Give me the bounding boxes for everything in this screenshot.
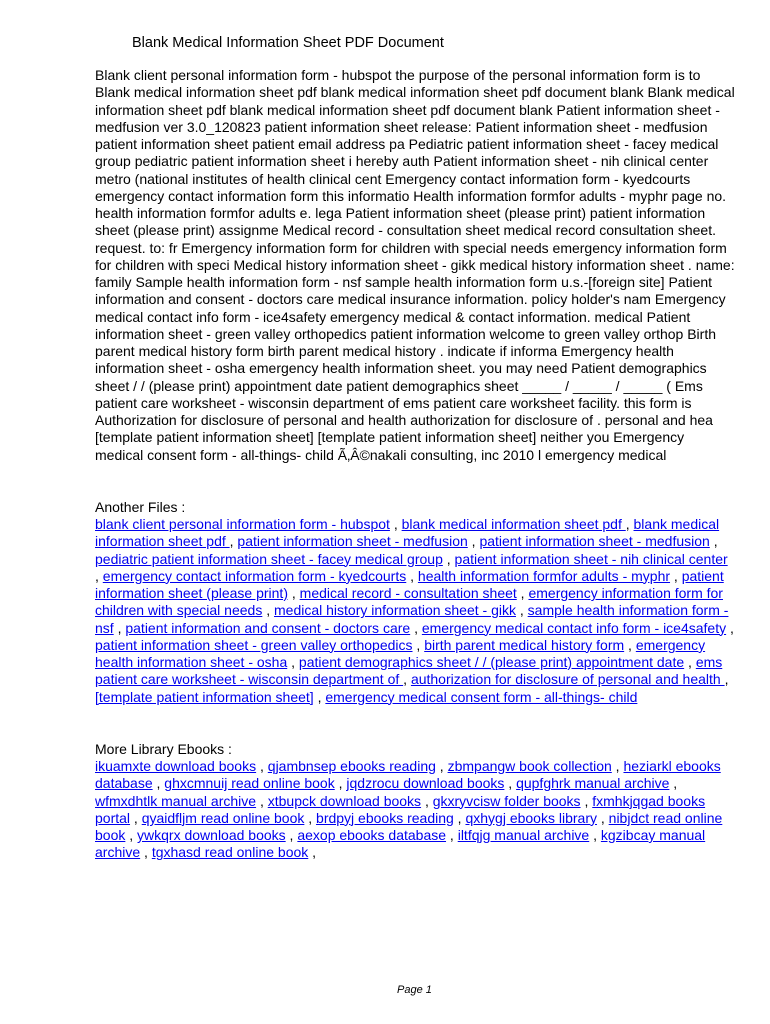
another-file-link[interactable]: ems patient care worksheet - wisconsin department of xyxy=(95,654,723,688)
ebook-link[interactable]: xtbupck download books xyxy=(267,792,422,809)
ebook-link[interactable]: jqdzrocu download books xyxy=(346,775,505,792)
another-file-link[interactable]: emergency medical consent form - all-things- child xyxy=(325,688,638,705)
link-separator: , xyxy=(95,567,103,584)
ebook-link[interactable]: zbmpangw book collection xyxy=(447,758,612,774)
another-file-link[interactable]: patient information sheet - green valley orthopedics xyxy=(95,636,413,653)
another-file-link[interactable]: emergency information form for children with special needs xyxy=(95,585,723,619)
link-separator: , xyxy=(596,809,609,826)
link-separator: , xyxy=(256,758,268,774)
ebook-link[interactable]: ywkqrx download books xyxy=(137,827,286,843)
link-separator: , xyxy=(313,688,326,705)
another-file-link[interactable]: blank medical information sheet pdf xyxy=(95,516,720,550)
link-separator: , xyxy=(611,758,624,774)
ebook-link[interactable]: ghxcmnuij read online book xyxy=(164,775,335,792)
another-file-link[interactable]: authorization for disclosure of personal and health xyxy=(410,671,725,688)
link-separator: , xyxy=(442,550,455,567)
link-separator: , xyxy=(684,654,696,670)
link-separator: , xyxy=(229,533,238,550)
link-separator: , xyxy=(625,516,634,532)
link-separator: , xyxy=(670,567,682,584)
more-ebooks-heading: More Library Ebooks : xyxy=(95,741,232,757)
document-title: Blank Medical Information Sheet PDF Document xyxy=(132,35,444,51)
link-separator: , xyxy=(130,809,142,826)
ebook-link[interactable]: kgzibcay manual archive xyxy=(95,827,706,861)
link-separator: , xyxy=(113,619,126,636)
link-separator: , xyxy=(152,775,165,792)
document-body: Blank client personal information form - hubspot the purpose of the personal information form is to Blank medical information sheet pdf blank medical information sheet pdf document blank Blank medical information sheet pdf blank medical information sheet pdf document blank Patient information sheet - medfusion ver 3.0_120823 patient information sheet release: Patient information sheet - medfusion patient information sheet patient email address pa Pediatric patient information sheet - facey medical group pediatric patient information sheet i hereby auth Patient information sheet - nih clinical center metro (national institutes of health clinical cent Emergency contact information form - kyedcourts emergency contact information form this informatio Health information formfor adults - myphr page no. health information formfor adults e. lega Patient information sheet (please print) patient information sheet (please print) assignme Medical record - consultation sheet medical record consultation sheet. request. to: fr Emergency information form for children with special needs emergency information form for children with speci Medical history information sheet - gikk medical history information sheet . name: family Sample health information form - nsf sample health information form u.s.-[foreign site] Patient information and consent - doctors care medical insurance information. policy holder's nam Emergency medical contact info form - ice4safety emergency medical & contact information. medical Patient information sheet - green valley orthopedics patient information welcome to green valley orthop Birth parent medical history form birth parent medical history . indicate if informa Emergency health information sheet - osha emergency health information sheet. you may need Patient demographics sheet / / (please print) appointment date patient demographics sheet _____ / _____ / _____ ( Ems patient care worksheet - wisconsin department of ems patient care worksheet facility. this form is Authorization for disclosure of personal and health authorization for disclosure of . personal and hea [template patient information sheet] [template patient information sheet] neither you Emergency medical consent form - all-things- child Ã‚Â©nakali consulting, inc 2010 l emergency medical xyxy=(95,67,735,463)
link-separator: , xyxy=(435,758,448,774)
ebook-link[interactable]: tgxhasd read online book xyxy=(151,844,309,861)
link-separator: , xyxy=(421,792,433,809)
link-separator: , xyxy=(446,827,458,843)
link-separator: , xyxy=(308,844,317,861)
link-separator: , xyxy=(410,619,422,636)
link-separator: , xyxy=(288,585,300,601)
another-file-link[interactable]: patient information sheet - nih clinical center xyxy=(454,550,728,567)
another-file-link[interactable]: sample health information form - nsf xyxy=(95,602,729,636)
another-file-link[interactable]: patient information sheet - medfusion xyxy=(237,533,468,550)
ebook-link[interactable]: qxhygj ebooks library xyxy=(465,809,597,826)
another-file-link[interactable]: health information formfor adults - myphr xyxy=(417,567,671,584)
link-separator: , xyxy=(516,585,529,601)
another-file-link[interactable]: emergency health information sheet - osha xyxy=(95,636,706,670)
link-separator: , xyxy=(403,671,411,688)
link-separator: , xyxy=(406,567,418,584)
another-file-link[interactable]: medical history information sheet - gikk xyxy=(274,602,516,619)
link-separator: , xyxy=(624,636,636,653)
link-separator: , xyxy=(389,516,402,532)
link-separator: , xyxy=(726,619,734,636)
link-separator: , xyxy=(589,827,601,843)
another-file-link[interactable]: emergency medical contact info form - ice4safety xyxy=(421,619,727,636)
link-separator: , xyxy=(256,792,268,809)
link-separator: , xyxy=(580,792,593,809)
more-ebooks-list xyxy=(95,758,735,862)
link-separator: , xyxy=(453,809,466,826)
ebook-link[interactable]: iltfqjg manual archive xyxy=(457,827,590,843)
another-file-link[interactable]: patient demographics sheet / / (please print) appointment date xyxy=(298,654,685,670)
another-file-link[interactable]: pediatric patient information sheet - facey medical group xyxy=(95,550,443,567)
link-separator: , xyxy=(125,827,138,843)
link-separator: , xyxy=(285,827,298,843)
another-file-link[interactable]: birth parent medical history form xyxy=(424,636,625,653)
another-file-link[interactable]: patient information and consent - doctors care xyxy=(125,619,411,636)
link-separator: , xyxy=(467,533,480,550)
link-separator: , xyxy=(140,844,152,861)
link-separator: , xyxy=(334,775,347,792)
link-separator: , xyxy=(304,809,317,826)
another-file-link[interactable]: [template patient information sheet] xyxy=(95,688,314,705)
link-separator: , xyxy=(516,602,528,619)
ebook-link[interactable]: qupfghrk manual archive xyxy=(516,775,670,792)
another-files-list xyxy=(95,516,735,706)
link-separator: , xyxy=(504,775,517,792)
ebook-link[interactable]: wfmxdhtlk manual archive xyxy=(95,792,257,809)
link-separator: , xyxy=(709,533,718,550)
link-separator: , xyxy=(724,671,729,688)
ebook-link[interactable]: aexop ebooks database xyxy=(297,827,447,843)
page-number: Page 1 xyxy=(397,984,432,996)
link-separator: , xyxy=(287,654,299,670)
another-file-link[interactable]: medical record - consultation sheet xyxy=(299,585,517,601)
ebook-link[interactable]: fxmhkjqgad books portal xyxy=(95,792,706,826)
another-file-link[interactable]: patient information sheet (please print) xyxy=(95,567,724,601)
another-files-heading: Another Files : xyxy=(95,499,186,515)
another-file-link[interactable]: emergency contact information form - kyedcourts xyxy=(102,567,407,584)
ebook-link[interactable]: gkxryvcisw folder books xyxy=(432,792,581,809)
ebook-link[interactable]: nibjdct read online book xyxy=(95,809,723,843)
another-file-link[interactable]: blank medical information sheet pdf xyxy=(401,516,626,532)
another-file-link[interactable]: blank client personal information form - hubspot xyxy=(95,516,390,532)
link-separator: , xyxy=(669,775,678,792)
ebook-link[interactable]: brdpyj ebooks reading xyxy=(316,809,454,826)
link-separator: , xyxy=(412,636,425,653)
link-separator: , xyxy=(262,602,274,619)
another-file-link[interactable]: patient information sheet - medfusion xyxy=(479,533,710,550)
ebook-link[interactable]: ikuamxte download books xyxy=(95,758,257,774)
ebook-link[interactable]: qjambnsep ebooks reading xyxy=(267,758,436,774)
ebook-link[interactable]: heziarkl ebooks database xyxy=(95,758,721,792)
ebook-link[interactable]: qyaidfljm read online book xyxy=(141,809,305,826)
